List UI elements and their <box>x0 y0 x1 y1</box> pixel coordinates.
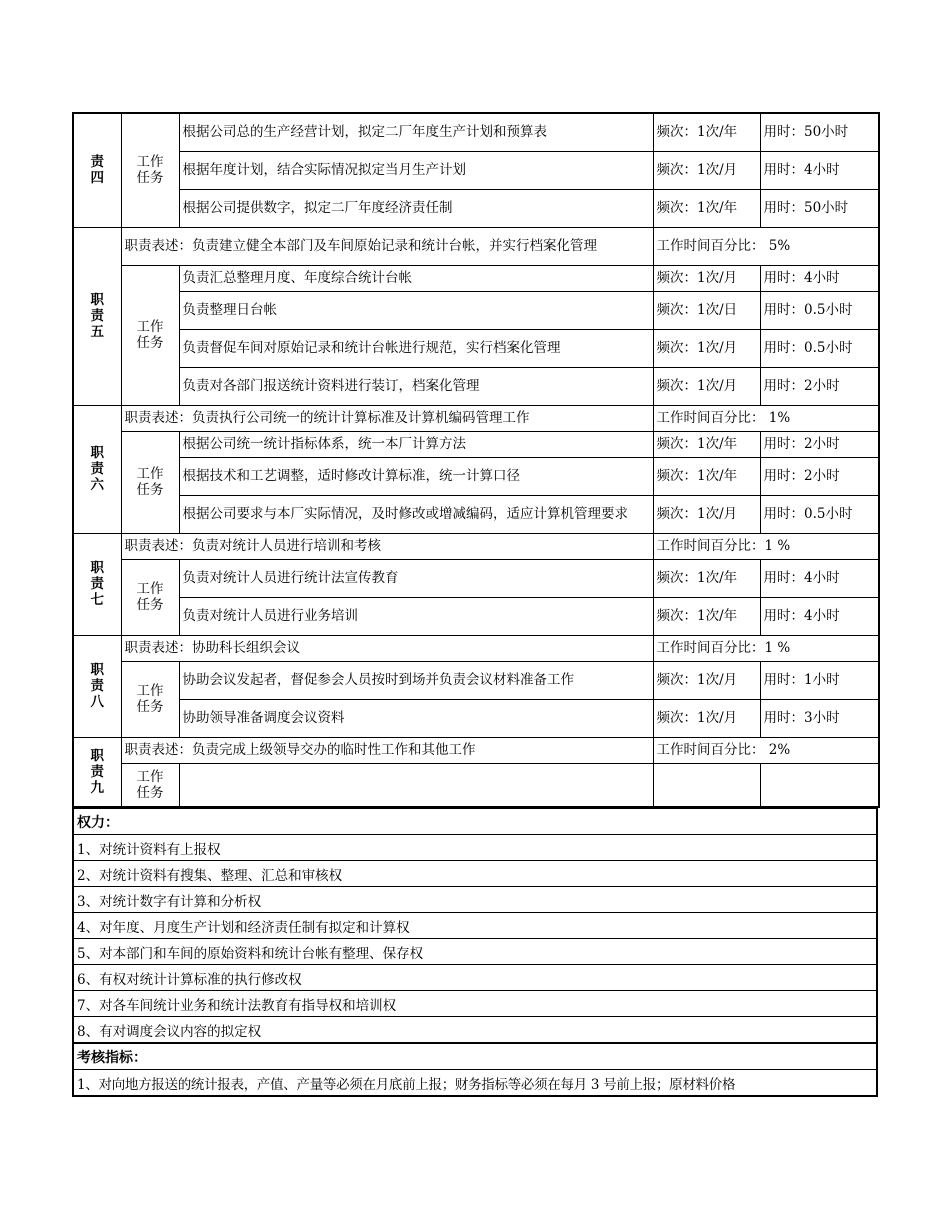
task-time: 用时：50小时 <box>760 113 879 151</box>
duty-8-name <box>73 635 121 737</box>
power-item: 3、对统计数字有计算和分析权 <box>73 887 877 913</box>
duty-name-char: 责 <box>90 763 104 780</box>
power-item: 2、对统计资料有搜集、整理、汇总和审核权 <box>73 861 877 887</box>
task-frequency: 频次：1次/年 <box>653 457 760 495</box>
powers-table <box>72 807 878 1097</box>
task-frequency: 频次：1次/月 <box>653 699 760 737</box>
task-frequency: 频次：1次/年 <box>653 597 760 635</box>
task-text: 负责汇总整理月度、年度综合统计台帐 <box>179 265 653 291</box>
duty-6-name <box>73 405 121 533</box>
duty-name-char: 职 <box>90 445 104 461</box>
duty-name-char: 六 <box>90 477 104 493</box>
task-time: 用时：0.5小时 <box>760 291 879 329</box>
power-item: 1、对统计资料有上报权 <box>73 835 877 861</box>
task-time: 用时：4小时 <box>760 265 879 291</box>
task-time: 用时：2小时 <box>760 457 879 495</box>
task-time: 用时：3小时 <box>760 699 879 737</box>
duty-name-char: 职 <box>90 560 104 576</box>
work-time-percentage: 工作时间百分比： 5% <box>653 227 879 265</box>
duties-table <box>72 112 880 808</box>
task-frequency: 频次：1次/日 <box>653 291 760 329</box>
duty-name-char: 四 <box>90 170 104 187</box>
power-item: 6、有权对统计计算标准的执行修改权 <box>73 965 877 991</box>
task-frequency: 频次：1次/月 <box>653 265 760 291</box>
task-text-empty <box>179 763 653 807</box>
duty-name-char: 八 <box>90 694 104 710</box>
task-text: 根据公司统一统计指标体系，统一本厂计算方法 <box>179 431 653 457</box>
duty-name-char: 职 <box>90 662 104 678</box>
work-time-percentage: 工作时间百分比：1 % <box>653 533 879 559</box>
work-time-percentage: 工作时间百分比： 2% <box>653 737 879 763</box>
duty-7-task-label: 工作 任务 <box>121 559 179 635</box>
task-text: 根据技术和工艺调整，适时修改计算标准，统一计算口径 <box>179 457 653 495</box>
task-text: 负责对各部门报送统计资料进行装订，档案化管理 <box>179 367 653 405</box>
duty-name-char: 职 <box>90 747 104 764</box>
power-item: 8、有对调度会议内容的拟定权 <box>73 1017 877 1044</box>
task-frequency: 频次：1次/月 <box>653 661 760 699</box>
duty-name-char: 职 <box>90 292 104 308</box>
task-time: 用时：0.5小时 <box>760 329 879 367</box>
task-text: 根据公司提供数字，拟定二厂年度经济责任制 <box>179 189 653 227</box>
task-frequency: 频次：1次/年 <box>653 559 760 597</box>
task-time: 用时：2小时 <box>760 367 879 405</box>
task-text: 根据公司要求与本厂实际情况，及时修改或增减编码，适应计算机管理要求 <box>179 495 653 533</box>
task-frequency-empty <box>653 763 760 807</box>
task-text: 负责整理日台帐 <box>179 291 653 329</box>
task-frequency: 频次：1次/月 <box>653 495 760 533</box>
task-text: 根据年度计划，结合实际情况拟定当月生产计划 <box>179 151 653 189</box>
duty-name-char: 七 <box>90 592 104 608</box>
powers-title: 权力： <box>73 808 877 835</box>
duty-8-task-label: 工作 任务 <box>121 661 179 737</box>
power-item: 7、对各车间统计业务和统计法教育有指导权和培训权 <box>73 991 877 1017</box>
task-time: 用时：4小时 <box>760 151 879 189</box>
work-time-percentage: 工作时间百分比：1 % <box>653 635 879 661</box>
task-text: 协助会议发起者，督促参会人员按时到场并负责会议材料准备工作 <box>179 661 653 699</box>
task-text: 负责督促车间对原始记录和统计台帐进行规范，实行档案化管理 <box>179 329 653 367</box>
duty-description: 职责表述：负责执行公司统一的统计计算标准及计算机编码管理工作 <box>121 405 653 431</box>
duty-name-char: 责 <box>90 576 104 592</box>
duty-name-char: 九 <box>90 779 104 796</box>
work-time-percentage: 工作时间百分比： 1% <box>653 405 879 431</box>
duty-description: 职责表述：负责完成上级领导交办的临时性工作和其他工作 <box>121 737 653 763</box>
duty-description: 职责表述：协助科长组织会议 <box>121 635 653 661</box>
assessment-title: 考核指标： <box>73 1043 877 1070</box>
job-description-page <box>72 112 878 1097</box>
duty-9-task-label: 工作 任务 <box>121 763 179 807</box>
task-frequency: 频次：1次/年 <box>653 189 760 227</box>
task-time: 用时：4小时 <box>760 597 879 635</box>
power-item: 5、对本部门和车间的原始资料和统计台帐有整理、保存权 <box>73 939 877 965</box>
duty-name-char: 五 <box>90 324 104 340</box>
task-frequency: 频次：1次/年 <box>653 113 760 151</box>
duty-name-char: 责 <box>90 308 104 324</box>
task-frequency: 频次：1次/月 <box>653 367 760 405</box>
task-time: 用时：1小时 <box>760 661 879 699</box>
duty-description: 职责表述：负责建立健全本部门及车间原始记录和统计台帐，并实行档案化管理 <box>121 227 653 265</box>
task-time-empty <box>760 763 879 807</box>
duty-name-char: 责 <box>90 154 104 171</box>
task-text: 负责对统计人员进行业务培训 <box>179 597 653 635</box>
duty-6-task-label: 工作 任务 <box>121 431 179 533</box>
task-time: 用时：2小时 <box>760 431 879 457</box>
duty-4-task-label: 工作 任务 <box>121 113 179 227</box>
task-time: 用时：50小时 <box>760 189 879 227</box>
duty-4-name <box>73 113 121 227</box>
duty-7-name <box>73 533 121 635</box>
task-frequency: 频次：1次/年 <box>653 431 760 457</box>
duty-5-task-label: 工作 任务 <box>121 265 179 405</box>
task-text: 根据公司总的生产经营计划，拟定二厂年度生产计划和预算表 <box>179 113 653 151</box>
task-text: 负责对统计人员进行统计法宣传教育 <box>179 559 653 597</box>
duty-name-char: 责 <box>90 678 104 694</box>
duty-description: 职责表述：负责对统计人员进行培训和考核 <box>121 533 653 559</box>
duty-9-name <box>73 737 121 807</box>
duty-5-name <box>73 227 121 405</box>
task-frequency: 频次：1次/月 <box>653 151 760 189</box>
task-text: 协助领导准备调度会议资料 <box>179 699 653 737</box>
task-time: 用时：0.5小时 <box>760 495 879 533</box>
assessment-item: 1、对向地方报送的统计报表，产值、产量等必须在月底前上报；财务指标等必须在每月 3 号前上报；原材料价格 <box>73 1070 877 1097</box>
power-item: 4、对年度、月度生产计划和经济责任制有拟定和计算权 <box>73 913 877 939</box>
duty-name-char: 责 <box>90 461 104 477</box>
task-frequency: 频次：1次/月 <box>653 329 760 367</box>
task-time: 用时：4小时 <box>760 559 879 597</box>
